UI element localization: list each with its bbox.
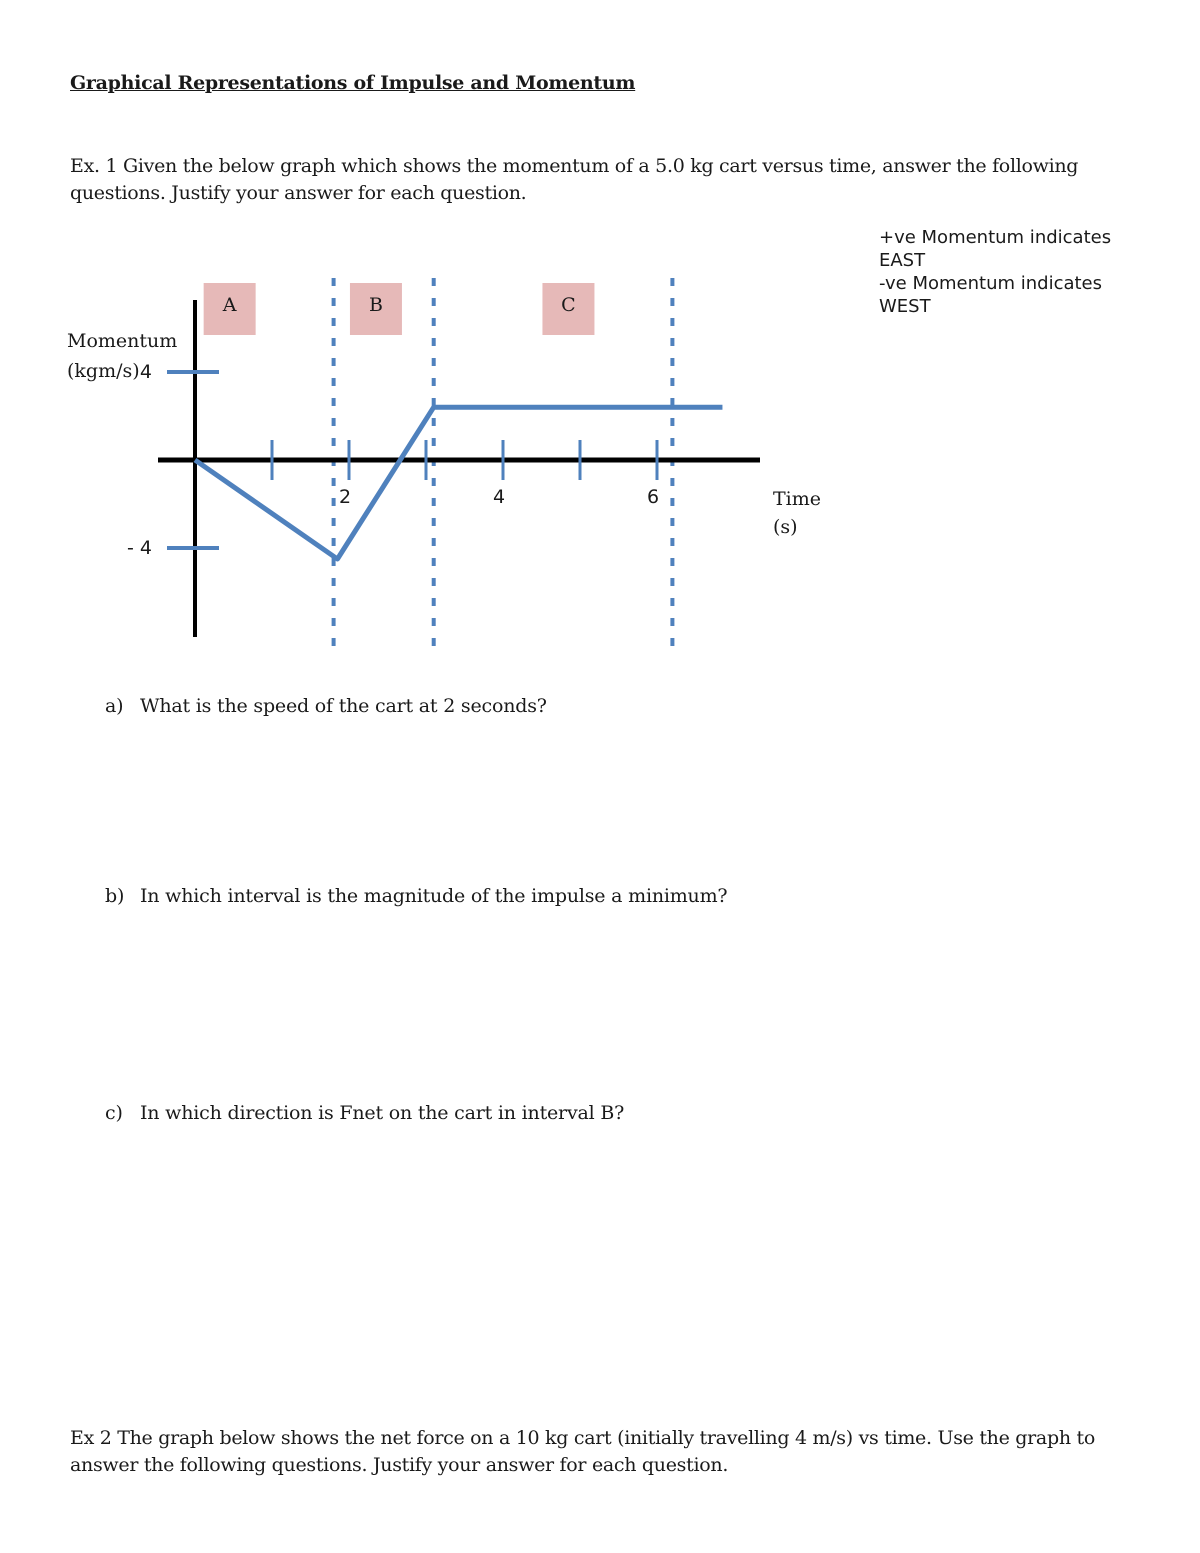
series-lines <box>195 407 723 559</box>
momentum-time-graph <box>0 0 1200 700</box>
question-b-label: b) <box>105 885 125 907</box>
note-line-1: +ve Momentum indicates <box>879 227 1112 248</box>
note-line-2: EAST <box>879 250 926 271</box>
interval-labels <box>204 283 595 335</box>
question-a-label: a) <box>105 695 124 717</box>
question-b-text: In which interval is the magnitude of the impulse a minimum? <box>140 885 728 907</box>
note-line-4: WEST <box>879 296 931 317</box>
question-c-text: In which direction is Fnet on the cart in interval B? <box>140 1102 625 1124</box>
axis-labels <box>67 330 821 538</box>
y-axis-label-line-1: Momentum <box>67 330 178 352</box>
interval-label-c: C <box>561 294 576 316</box>
page-title: Graphical Representations of Impulse and Momentum <box>70 72 636 94</box>
interval-label-a: A <box>222 294 237 316</box>
x-axis-label-line-2: (s) <box>773 516 798 538</box>
x-tick-label-6: 6 <box>646 486 660 508</box>
exercise-2-prompt: Ex 2 The graph below shows the net force on a 10 kg cart (initially travelling 4 m/s) vs time. Use the graph to answer the following questions. Justify your answer for each question. <box>70 1427 1095 1476</box>
x-tick-label-4: 4 <box>492 486 506 508</box>
y-tick-label-4: 4 <box>139 361 152 383</box>
question-c <box>105 1102 624 1124</box>
question-a <box>105 695 547 717</box>
y-axis-label-line-2: (kgm/s) <box>67 360 140 382</box>
momentum-series-line <box>195 407 722 559</box>
y-tick-label--4: - 4 <box>127 537 152 559</box>
axes <box>158 300 760 637</box>
exercise-1-prompt: Ex. 1 Given the below graph which shows the momentum of a 5.0 kg cart versus time, answer the following questions. Justify your answer for each question. <box>70 155 1079 204</box>
question-c-label: c) <box>105 1102 123 1124</box>
interval-label-b: B <box>368 294 383 316</box>
note-line-3: -ve Momentum indicates <box>879 273 1103 294</box>
question-b <box>105 885 727 907</box>
x-tick-label-2: 2 <box>338 486 352 508</box>
x-axis-label-line-1: Time <box>773 488 822 510</box>
question-a-text: What is the speed of the cart at 2 seconds? <box>140 695 547 717</box>
